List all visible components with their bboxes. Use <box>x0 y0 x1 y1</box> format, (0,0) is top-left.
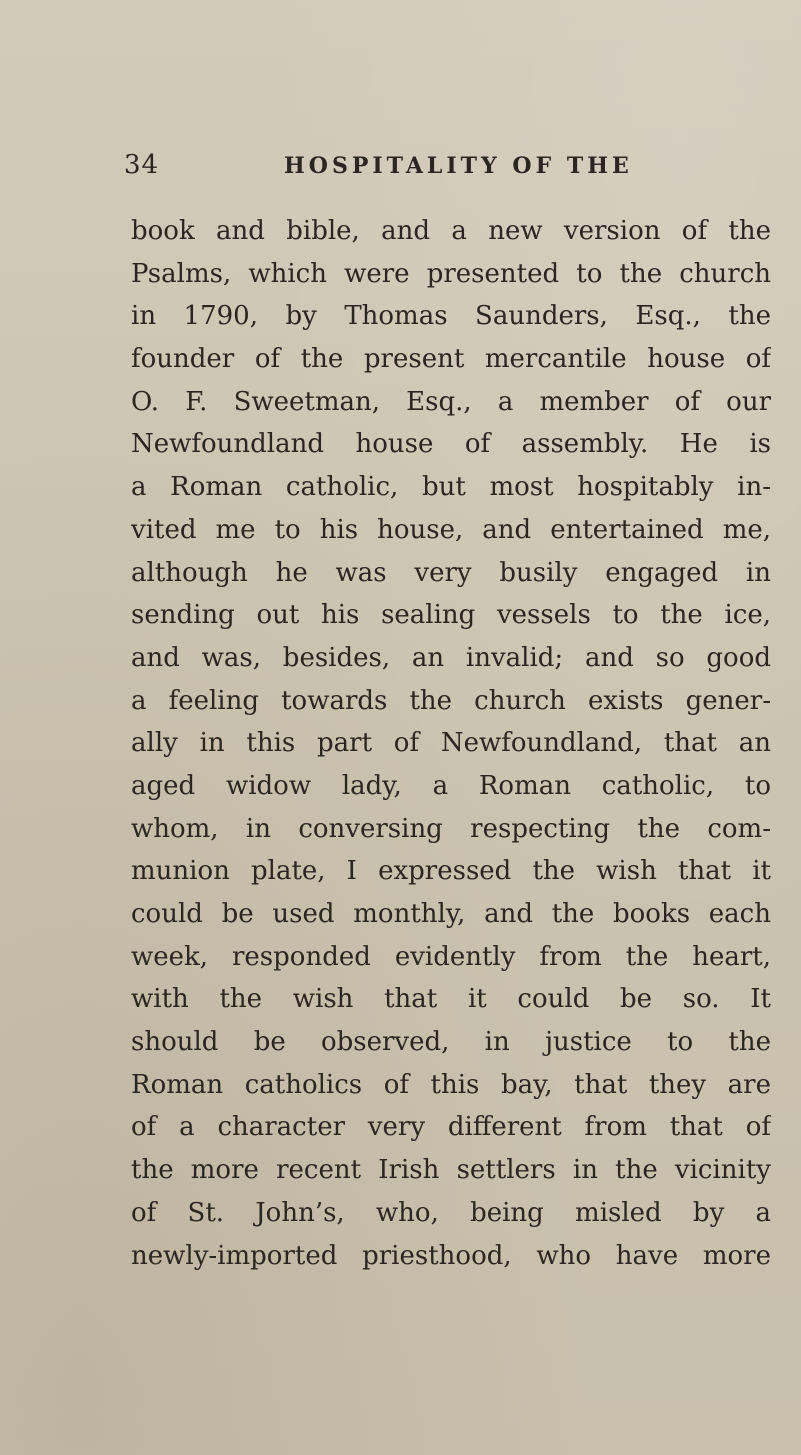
text-line: with the wish that it could be so. It <box>131 984 771 1015</box>
text-line: week, responded evidently from the heart, <box>131 941 771 972</box>
text-line: a feeling towards the church exists gener- <box>131 685 771 716</box>
text-line: a Roman catholic, but most hospitably in- <box>131 472 771 503</box>
text-line: aged widow lady, a Roman catholic, to <box>131 770 771 801</box>
text-line: although he was very busily engaged in <box>131 557 771 588</box>
text-line: Newfoundland house of assembly. He is <box>131 429 771 460</box>
text-line: ally in this part of Newfoundland, that an <box>131 728 771 759</box>
text-line: sending out his sealing vessels to the ice, <box>131 600 771 631</box>
text-line: Psalms, which were presented to the church <box>131 258 771 289</box>
text-line: and was, besides, an invalid; and so good <box>131 642 771 673</box>
text-line: O. F. Sweetman, Esq., a member of our <box>131 386 771 417</box>
text-line: Roman catholics of this bay, that they are <box>131 1069 771 1100</box>
page-header <box>124 147 784 183</box>
text-line: should be observed, in justice to the <box>131 1027 771 1058</box>
text-line: newly-imported priesthood, who have more <box>131 1240 771 1271</box>
text-line: founder of the present mercantile house of <box>131 344 771 375</box>
page-number: 34 <box>124 150 160 180</box>
text-line: of a character very different from that of <box>131 1112 771 1143</box>
text-line: munion plate, I expressed the wish that it <box>131 856 771 887</box>
text-line: whom, in conversing respecting the com- <box>131 813 771 844</box>
running-head: HOSPITALITY OF THE <box>284 153 633 179</box>
text-line: book and bible, and a new version of the <box>131 216 771 246</box>
text-line: in 1790, by Thomas Saunders, Esq., the <box>131 301 771 332</box>
text-line: vited me to his house, and entertained me, <box>131 514 771 545</box>
text-line: the more recent Irish settlers in the vicinity <box>131 1155 771 1186</box>
text-line: could be used monthly, and the books each <box>131 899 771 929</box>
text-line: of St. John’s, who, being misled by a <box>131 1197 771 1228</box>
body-text <box>131 210 771 1277</box>
